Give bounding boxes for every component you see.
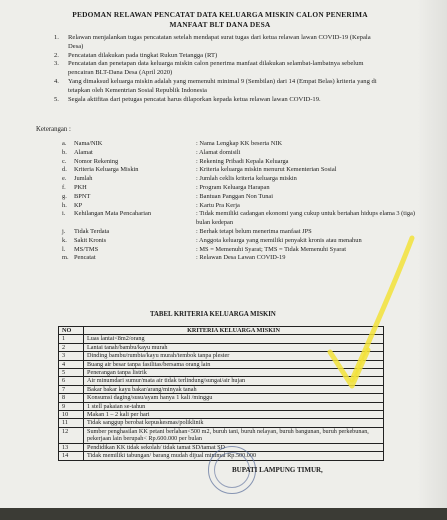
keterangan-row: b. Alamat : Alamat domisili (62, 148, 241, 156)
table-row: 13 Pendidikan KK tidak sekolah/ tidak tamat SD/tamat SD (59, 443, 384, 451)
table-row: 3 Dinding bambu/rumbia/kayu murah/tembok tanpa plester (59, 352, 384, 360)
keterangan-label: Keterangan : (36, 126, 71, 133)
guideline-item: 2. Pencatatan dilakukan pada tingkat Rukun Tetangga (RT) (54, 51, 218, 59)
guideline-item: 4. Yang dimaksud keluarga miskin adalah yang memenuhi minimal 9 (Sembilan) dari 14 (Empat Belas) kriteria yang di tetapkan oleh Kementrian Sosial Republik Indonesia (54, 77, 377, 94)
keterangan-row: m. Pencatat : Relawan Desa Lawan COVID-19 (62, 254, 286, 262)
keterangan-row: k. Sakit Kronis : Anggota keluarga yang memiliki penyakit kronis atau menahun (62, 236, 362, 244)
document-title (60, 10, 380, 30)
keterangan-row: d. Kriteria Keluarga Miskin : Kriteria keluarga miskin menurut Kementerian Sosial (62, 166, 337, 174)
keterangan-row: l. MS/TMS : MS = Memenuhi Syarat; TMS = Tidak Memenuhi Syarat (62, 245, 346, 253)
table-row: 1 Luas lantai<8m2/orang (59, 335, 384, 343)
guideline-item: 3. Pencatatan dan penetapan data keluarga miskin calon penerima manfaat dilakukan selambat-lambatnya sebelum pencairan BLT-Dana Desa (April 2020) (54, 60, 364, 77)
guideline-item: 1. Relawan menjalankan tugas pencatatan setelah mendapat surat tugas dari ketua relawan lawan COVID-19 (Kepala Desa) (54, 34, 371, 50)
keterangan-row: a. Nama/NIK : Nama Lengkap KK beserta NIK (62, 140, 283, 147)
table-row: 4 Buang air besar tanpa fasilitas/bersama orang lain (59, 360, 384, 368)
table-row: 11 Tidak sanggup berobat kepuskesmas/poliklinik (59, 419, 384, 427)
table-row: 6 Air minumdari sumur/mata air tidak terlindung/sungai/air hujan (59, 377, 384, 385)
keterangan-row: h. KP : Kartu Pra Kerja (62, 201, 240, 209)
keterangan-row: c. Nomor Rekening : Rekening Pribadi Kepala Keluarga (62, 157, 289, 165)
table-row: 12 Sumber penghasilan KK petani berlahan<500 m2, buruh tani, buruh nelayan, buruh bangunan, buruh perkebunan, pekerjaan lain berupah< Rp.600.000 per bulan (59, 427, 384, 443)
keterangan-list (62, 140, 416, 263)
table-row: 10 Makan 1 – 2 kali per hari (59, 411, 384, 419)
header-kriteria: KRITERIA KELUARGA MISKIN (84, 327, 384, 335)
keterangan-row: i. Kehilangan Mata Pencaharian : Tidak memiliki cadangan ekonomi yang cukup untuk bertahan hidups elama 3 (tiga) bulan kedepan (62, 210, 416, 227)
title-line-2: MANFAAT BLT DANA DESA (169, 20, 271, 29)
table-row: 9 1 stell pakaian se-tahun (59, 402, 384, 410)
table-title: TABEL KRITERIA KELUARGA MISKIN (150, 311, 276, 318)
background-surface (0, 508, 447, 520)
table-row: 5 Penerangan tanpa listrik (59, 369, 384, 377)
keterangan-row: j. Tidak Terdata : Berhak tetapi belum menerima manfaat JPS (62, 227, 312, 235)
paper-shadow (417, 0, 447, 508)
header-no: NO (59, 327, 84, 335)
table-row: 14 Tidak memiliki tabungan/ barang mudah dijual minimal Rp.500.000 (59, 452, 384, 460)
table-row: 2 Lantai tanah/bambu/kayu murah (59, 343, 384, 351)
kriteria-table (58, 326, 384, 461)
guideline-item: 5. Segala aktifitas dari petugas pencatat harus dilaporkan kepada ketua relawan lawan COVID-19. (54, 95, 321, 103)
keterangan-row: f. PKH : Program Keluarga Harapan (62, 183, 270, 191)
title-line-1: PEDOMAN RELAWAN PENCATAT DATA KELUARGA MISKIN CALON PENERIMA (72, 10, 368, 19)
table-header-row (59, 327, 384, 335)
guideline-list (54, 34, 384, 104)
keterangan-row: e. Jumlah : Jumlah ceklis kriteria keluarga miskin (62, 175, 297, 183)
table-row: 8 Konsumsi daging/susu/ayam hanya 1 kali /minggu (59, 394, 384, 402)
table-row: 7 Bakar bakar kayu bakar/arang/minyak tanah (59, 385, 384, 393)
keterangan-row: g. BPNT : Bantuan Panggan Non Tunai (62, 192, 274, 200)
signature-block: BUPATI LAMPUNG TIMUR, (232, 466, 323, 474)
